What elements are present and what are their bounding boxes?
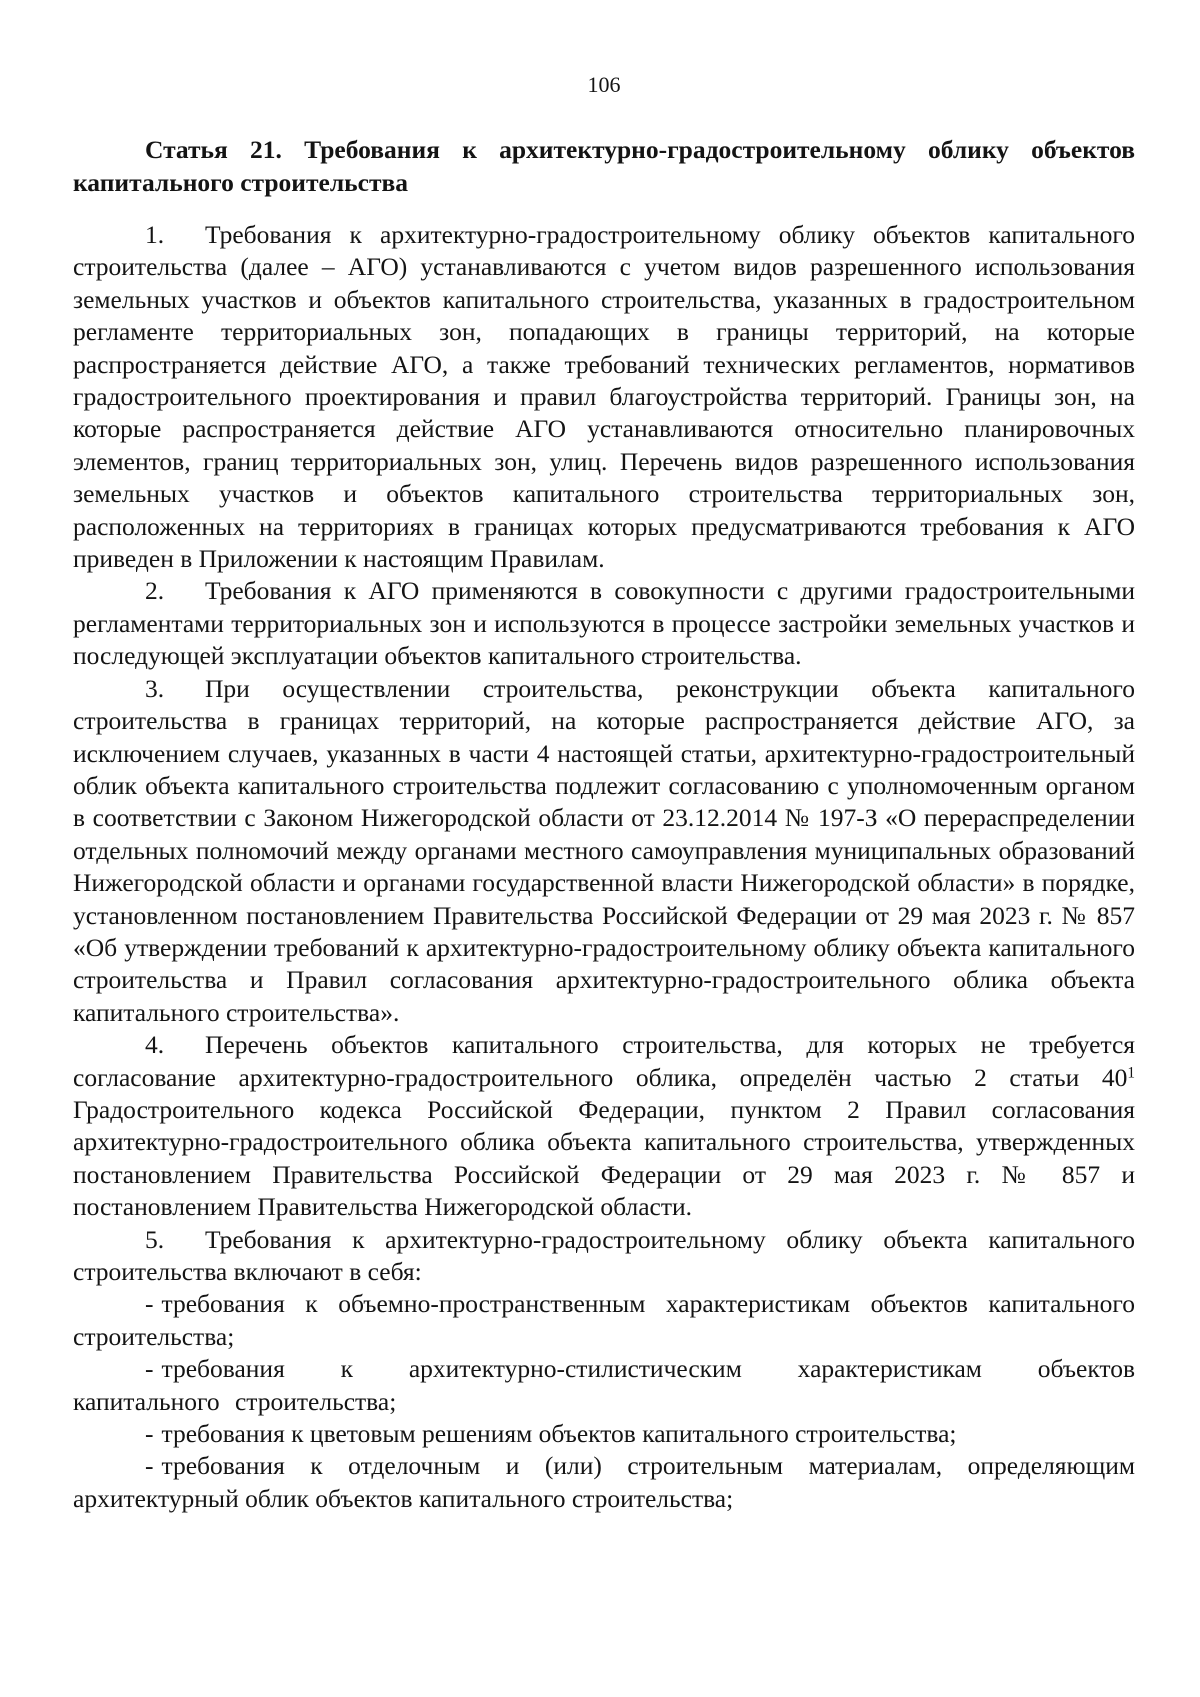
list-dash: - xyxy=(145,1419,154,1449)
paragraph-2 xyxy=(73,575,1135,672)
paragraph-number: 4. xyxy=(145,1030,165,1060)
list-item-text: требования к архитектурно-стилистическим характеристикам объектов капитального строительства; xyxy=(73,1354,1135,1416)
article-heading: Статья 21. Требования к архитектурно-градостроительному облику объектов капитального строительства xyxy=(73,135,1135,197)
article-body xyxy=(73,219,1135,1515)
paragraph-number: 5. xyxy=(145,1224,165,1254)
paragraph-5 xyxy=(73,1224,1135,1289)
paragraph-text: Перечень объектов капитального строительства, для которых не требуется согласование архитектурно-градостроительного облика, определён частью 2 статьи 40 xyxy=(73,1030,1135,1092)
list-item xyxy=(73,1418,1135,1450)
list-item xyxy=(73,1450,1135,1515)
paragraph-text: Требования к АГО применяются в совокупности с другими градостроительными регламентами территориальных зон и используются в процессе застройки земельных участков и последующей эксплуатации объектов капитального строительства. xyxy=(73,576,1135,671)
paragraph-3 xyxy=(73,673,1135,1029)
list-item xyxy=(73,1288,1135,1353)
paragraph-1 xyxy=(73,219,1135,575)
paragraph-number: 3. xyxy=(145,673,165,703)
paragraph-number: 2. xyxy=(145,576,165,606)
footnote-superscript: 1 xyxy=(1127,1064,1135,1082)
list-item-text: требования к отделочным и (или) строительным материалам, определяющим архитектурный облик объектов капитального строительства; xyxy=(73,1451,1135,1513)
list-item-text: требования к цветовым решениям объектов капитального строительства; xyxy=(161,1419,957,1449)
paragraph-text-continued: Градостроительного кодекса Российской Федерации, пунктом 2 Правил согласования архитектурно-градостроительного облика объекта капитального строительства, утвержденных постановлением Правительства Российской Федерации от 29 мая 2023 г. № 857 и постановлением Правительства Нижегородской области. xyxy=(73,1094,1135,1222)
paragraph-text: При осуществлении строительства, реконструкции объекта капитального строительства в границах территорий, на которые распространяется действие АГО, за исключением случаев, указанных в части 4 настоящей статьи, архитектурно-градостроительный облик объекта капитального строительства подлежит согласованию с уполномоченным органом в соответствии с Законом Нижегородской области от 23.12.2014 № 197-З «О перераспределении отдельных полномочий между органами местного самоуправления муниципальных образований Нижегородской области и органами государственной власти Нижегородской области» в порядке, установленном постановлением Правительства Российской Федерации от 29 мая 2023 г. № 857 «Об утверждении требований к архитектурно-градостроительному облику объекта капитального строительства и Правил согласования архитектурно-градостроительного облика объекта капитального строительства». xyxy=(73,673,1135,1027)
paragraph-text: Требования к архитектурно-градостроительному облику объектов капитального строительства (далее – АГО) устанавливаются с учетом видов разрешенного использования земельных участков и объектов капитального строительства, указанных в градостроительном регламенте территориальных зон, попадающих в границы территорий, на которые распространяется действие АГО, а также требований технических регламентов, нормативов градостроительного проектирования и правил благоустройства территорий. Границы зон, на которые распространяется действие АГО устанавливаются относительно планировочных элементов, границ территориальных зон, улиц. Перечень видов разрешенного использования земельных участков и объектов капитального строительства территориальных зон, расположенных на территориях в границах которых предусматриваются требования к АГО приведен в Приложении к настоящим Правилам. xyxy=(73,220,1135,574)
list-item-text: требования к объемно-пространственным характеристикам объектов капитального строительства; xyxy=(73,1289,1135,1351)
list-dash: - xyxy=(145,1289,154,1319)
list-dash: - xyxy=(145,1451,154,1481)
list-dash: - xyxy=(145,1354,154,1384)
paragraph-text: Требования к архитектурно-градостроительному облику объекта капитального строительства включают в себя: xyxy=(73,1224,1135,1286)
page-number: 106 xyxy=(587,72,621,97)
list-item xyxy=(73,1353,1135,1418)
paragraph-4 xyxy=(73,1029,1135,1223)
paragraph-number: 1. xyxy=(145,220,165,249)
